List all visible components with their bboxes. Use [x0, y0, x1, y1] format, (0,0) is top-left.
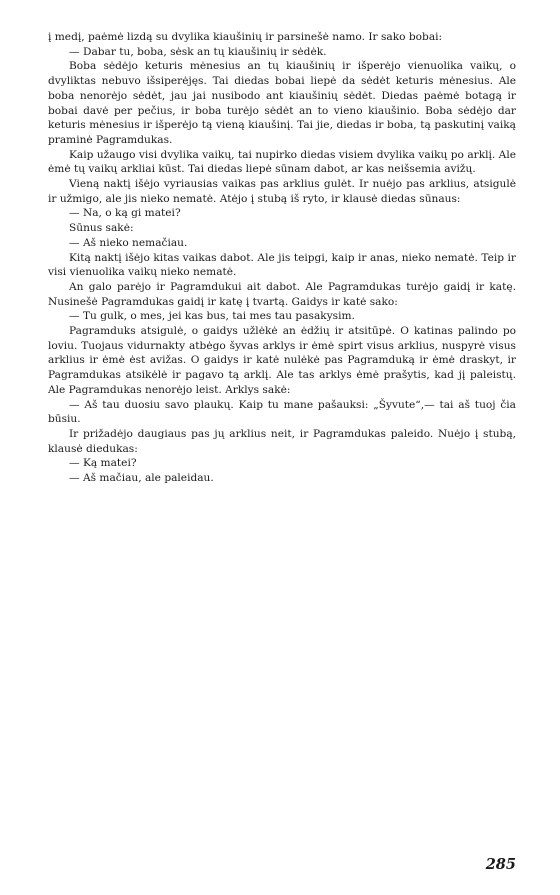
paragraph-8: — Aš nieko nemačiau. — [69, 236, 188, 249]
paragraph-1: į medį, paėmė lizdą su dvylika kiaušinių ir parsinešė namo. Ir sako bobai: — [48, 31, 443, 43]
paragraph-14: Ir prižadėjo daugiaus pas jų arklius neit, ir Pagramdukas paleido. Nuėjo į stubą, klausė diedukas: — [48, 427, 516, 455]
paragraph-9: Kitą naktį išėjo kitas vaikas dabot. Ale jis teipgi, kaip ir anas, nieko nematė. Teip ir visi vienuolika vaikų nieko nematė. — [48, 251, 516, 279]
paragraph-11: — Tu gulk, o mes, jei kas bus, tai mes tau pasakysim. — [69, 310, 355, 323]
paragraph-15: — Ką matei? — [69, 457, 137, 470]
paragraph-3: Boba sėdėjo keturis mėnesius an tų kiaušinių ir išperėjo vienuolika vaikų, o dvyliktas nebuvo išsiperėjęs. Tai diedas bobai liepė da sėdėt keturis mėnesius. Ale boba nenorėjo sėdėt, jau jai nusibodo ant kiaušinių sėdėt. Diedas paėmė botagą ir bobai davė per pečius, ir boba turėjo sėdėt an to vieno kiaušinio. Boba sėdėjo dar keturis mėnesius ir išperėjo tą vieną kiaušinį. Tai jie, diedas ir boba, tą paskutinį vaiką praminė Pagramdukas. — [48, 60, 516, 146]
paragraph-16: — Aš mačiau, ale paleidau. — [69, 472, 214, 485]
paragraph-12: Pagramduks atsigulė, o gaidys užlėkė an ėdžių ir atsitūpė. O katinas palindo po loviu. Tuojaus vidurnakty atbėgo šyvas arklys ir ėmė spirt visus arklius, nuspyrė visus arklius ir ėmė ėst avižas. O gaidys ir katė nulėkė pas Pagramduką ir ėmė draskyt, ir Pagramdukas atsikėlė ir pagavo tą arklį. Ale tas arklys ėmė prašytis, kad jį paleistų. Ale Pagramdukas nenorėjo leist. Arklys sakė: — [48, 325, 516, 396]
paragraph-2: — Dabar tu, boba, sėsk an tų kiaušinių ir sėdėk. — [69, 45, 327, 58]
paragraph-6: — Na, o ką gi matei? — [69, 207, 181, 220]
paragraph-10: An galo parėjo ir Pagramdukui ait dabot. Ale Pagramdukas turėjo gaidį ir katę. Nusinešė Pagramdukas gaidį ir katę į tvartą. Gaidys ir katė sako: — [48, 280, 516, 308]
paragraph-5: Vieną naktį išėjo vyriausias vaikas pas arklius gulėt. Ir nuėjo pas arklius, atsigulė ir užmigo, ale jis nieko nematė. Atėjo į stubą iš ryto, ir klausė diedas sūnaus: — [48, 178, 516, 205]
paragraph-13: — Aš tau duosiu savo plaukų. Kaip tu mane pašauksi: „Šyvute“,— tai aš tuoj čia būsiu. — [48, 398, 516, 426]
paragraph-4: Kaip užaugo visi dvylika vaikų, tai nupirko diedas visiem dvylika vaikų po arklį. Ale ėmė tų vaikų arkliai kūst. Tai diedas liepė sūnam dabot, ar kas neišsemia avižų. — [48, 148, 516, 176]
page-number: 285 — [485, 856, 516, 873]
paragraph-7: Sūnus sakė: — [69, 222, 134, 235]
